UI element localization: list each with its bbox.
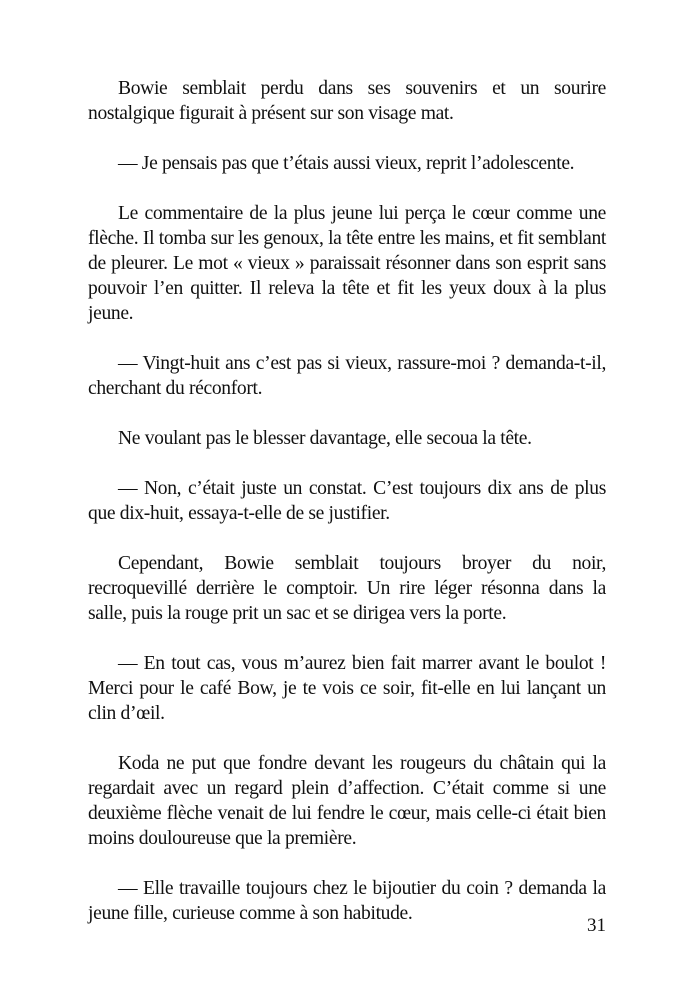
paragraph: Bowie semblait perdu dans ses souvenirs et un sourire nostalgique figurait à présent sur son visage mat. <box>88 78 606 124</box>
paragraph: Koda ne put que fondre devant les rougeurs du châtain qui la regardait avec un regard plein d’affection. C’était comme si une deuxième flèche venait de lui fendre le cœur, mais celle-ci était bien moins douloureuse que la première. <box>88 753 606 849</box>
paragraph: Le commentaire de la plus jeune lui perça le cœur comme une flèche. Il tomba sur les genoux, la tête entre les mains, et fit semblant de pleurer. Le mot « vieux » paraissait résonner dans son esprit sans pouvoir l’en quitter. Il releva la tête et fit les yeux doux à la plus jeune. <box>88 203 606 324</box>
paragraph: — Elle travaille toujours chez le bijoutier du coin ? demanda la jeune fille, curieuse comme à son habitude. <box>88 878 606 924</box>
paragraph: — En tout cas, vous m’aurez bien fait marrer avant le boulot ! Merci pour le café Bow, je te vois ce soir, fit-elle en lui lançant un clin d’œil. <box>88 653 606 724</box>
paragraph: — Non, c’était juste un constat. C’est toujours dix ans de plus que dix-huit, essaya-t-elle de se justifier. <box>88 478 606 524</box>
paragraph: Cependant, Bowie semblait toujours broyer du noir, recroquevillé derrière le comptoir. Un rire léger résonna dans la salle, puis la rouge prit un sac et se dirigea vers la porte. <box>88 553 606 624</box>
body-text <box>88 76 606 951</box>
paragraph: Ne voulant pas le blesser davantage, elle secoua la tête. <box>118 428 532 449</box>
paragraph: — Je pensais pas que t’étais aussi vieux, reprit l’adolescente. <box>118 153 575 174</box>
paragraph: — Vingt-huit ans c’est pas si vieux, rassure-moi ? demanda-t-il, cherchant du réconfort. <box>88 353 606 399</box>
page-number: 31 <box>587 915 606 936</box>
